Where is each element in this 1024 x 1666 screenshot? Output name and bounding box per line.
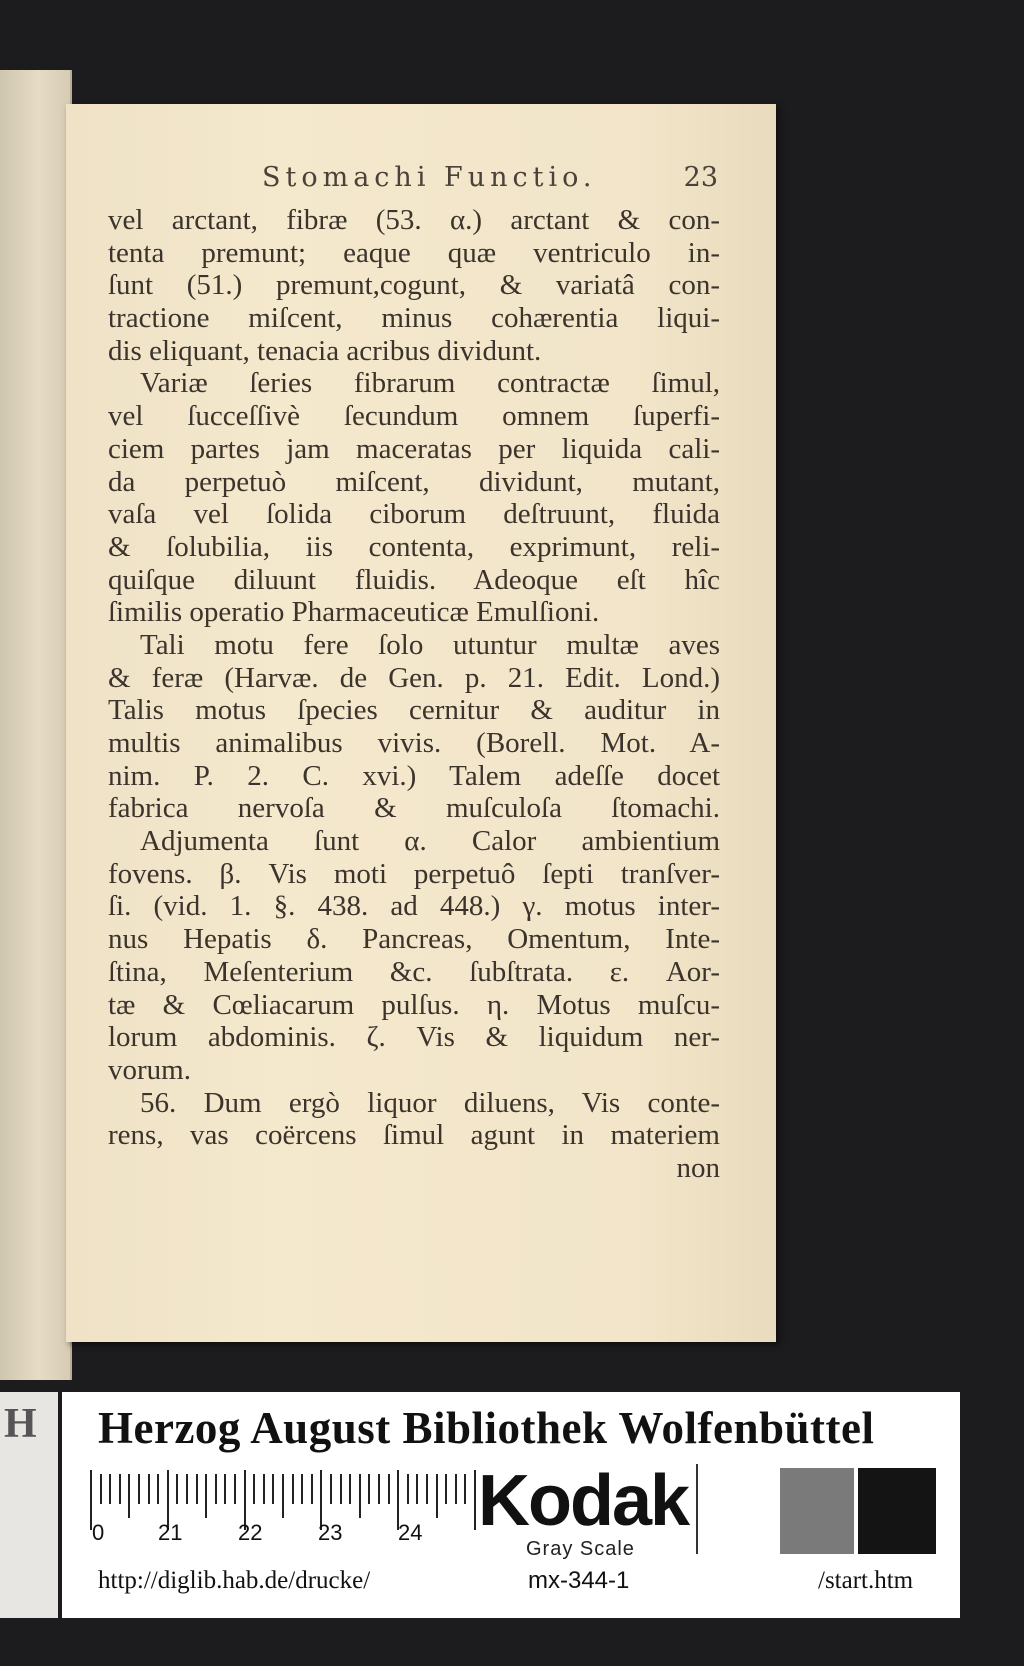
ruler-tick — [474, 1470, 476, 1530]
text-line: Adjumenta ſunt α. Calor ambientium — [140, 825, 720, 858]
text-line: vorum. — [108, 1053, 191, 1086]
start-path: /start.htm — [818, 1567, 914, 1594]
text-line: Talis motus ſpecies cernitur & auditur in — [108, 694, 720, 727]
ruler-tick — [407, 1474, 409, 1504]
ruler-label: 22 — [238, 1520, 263, 1545]
ruler-tick — [119, 1474, 121, 1504]
ruler-tick — [196, 1474, 198, 1504]
target-divider — [696, 1464, 698, 1554]
text-body — [108, 204, 720, 1185]
facing-page-edge — [0, 70, 72, 1380]
gray-scale-label: Gray Scale — [526, 1538, 635, 1560]
ruler-tick — [138, 1474, 140, 1504]
catchword: non — [676, 1151, 720, 1184]
text-line: dis eliquant, tenacia acribus dividunt. — [108, 334, 542, 367]
ruler-tick — [378, 1474, 380, 1504]
ruler-tick — [464, 1474, 466, 1504]
ruler-tick — [330, 1474, 332, 1504]
ruler-tick — [368, 1474, 370, 1504]
text-line: da perpetuò miſcent, dividunt, mutant, — [108, 465, 720, 498]
text-line: ſunt (51.) premunt,cogunt, & variatâ con- — [108, 269, 720, 302]
ruler-label: 0 — [92, 1520, 105, 1545]
ruler-tick — [224, 1474, 226, 1504]
text-line: fovens. β. Vis moti perpetuô ſepti tranſver- — [108, 857, 720, 890]
book-page — [66, 104, 776, 1342]
ruler-tick — [388, 1474, 390, 1504]
ruler-tick — [263, 1474, 265, 1504]
text-line: nim. P. 2. C. xvi.) Talem adeſſe docet — [108, 759, 720, 792]
page-number: 23 — [683, 162, 718, 193]
ruler-tick — [176, 1474, 178, 1504]
text-line: lorum abdominis. ζ. Vis & liquidum ner- — [108, 1021, 720, 1054]
kodak-logo: Kodak — [478, 1461, 689, 1541]
source-url: http://diglib.hab.de/drucke/ — [98, 1567, 371, 1594]
ruler-tick — [292, 1474, 294, 1504]
ruler-tick — [445, 1474, 447, 1504]
ruler-tick — [215, 1474, 217, 1504]
text-line: multis animalibus vivis. (Borell. Mot. A- — [108, 727, 720, 759]
ruler-tick — [416, 1474, 418, 1504]
ruler-label: 24 — [398, 1520, 423, 1545]
text-line: ſi. (vid. 1. §. 438. ad 448.) γ. motus inter- — [108, 890, 720, 923]
gray-swatch — [780, 1468, 854, 1554]
ruler-tick — [426, 1474, 428, 1504]
ruler-tick — [436, 1474, 438, 1518]
text-line: rens, vas coërcens ſimul agunt in materiem — [108, 1119, 720, 1152]
ruler-tick — [359, 1474, 361, 1518]
ruler-label: 23 — [318, 1520, 343, 1545]
text-line: Tali motu fere ſolo utuntur multæ aves — [140, 628, 720, 661]
ruler-tick — [100, 1474, 102, 1504]
text-line: nus Hepatis δ. Pancreas, Omentum, Inte- — [108, 923, 720, 956]
ruler-tick — [311, 1474, 313, 1504]
library-name: Herzog August Bibliothek Wolfenbüttel — [98, 1403, 875, 1453]
text-line: ſimilis operatio Pharmaceuticæ Emulſioni. — [108, 596, 600, 629]
text-line: ciem partes jam maceratas per liquida cali- — [108, 432, 720, 465]
ruler-tick — [282, 1474, 284, 1518]
text-line: tenta premunt; eaque quæ ventriculo in- — [108, 236, 720, 269]
target-strip-edge: H — [0, 1392, 58, 1618]
black-swatch — [858, 1468, 936, 1554]
color-target-card — [62, 1392, 960, 1618]
ruler-label: 21 — [158, 1520, 183, 1545]
ruler-tick — [349, 1474, 351, 1504]
ruler-tick — [205, 1474, 207, 1518]
ruler-tick — [455, 1474, 457, 1504]
ruler-tick — [148, 1474, 150, 1504]
text-line: & ſolubilia, iis contenta, exprimunt, reli- — [108, 530, 720, 563]
running-head-title: Stomachi Functio. — [262, 162, 597, 193]
text-line: & feræ (Harvæ. de Gen. p. 21. Edit. Lond.) — [108, 661, 720, 694]
ruler-tick — [272, 1474, 274, 1504]
ruler-tick — [128, 1474, 130, 1518]
text-line: vel arctant, fibræ (53. α.) arctant & con- — [108, 204, 720, 236]
ruler-scale — [90, 1464, 485, 1530]
text-line: tractione miſcent, minus cohærentia liqui- — [108, 302, 720, 335]
ruler-tick — [109, 1474, 111, 1504]
ruler-tick — [186, 1474, 188, 1504]
ruler-tick — [234, 1474, 236, 1504]
text-line: fabrica nervoſa & muſculoſa ſtomachi. — [108, 792, 720, 825]
text-line: quiſque diluunt fluidis. Adeoque eſt hîc — [108, 563, 720, 596]
text-line: Variæ ſeries fibrarum contractæ ſimul, — [140, 367, 720, 400]
running-head — [200, 162, 720, 202]
text-line: vel ſucceſſivè ſecundum omnem ſuperfi- — [108, 400, 720, 433]
text-line: ſtina, Meſenterium &c. ſubſtrata. ε. Aor- — [108, 955, 720, 988]
shelfmark: mx-344-1 — [528, 1567, 630, 1594]
ruler-tick — [301, 1474, 303, 1504]
ruler-tick — [157, 1474, 159, 1504]
text-line: tæ & Cœliacarum pulſus. η. Motus muſcu- — [108, 988, 720, 1021]
ruler-tick — [253, 1474, 255, 1504]
ruler-tick — [340, 1474, 342, 1504]
text-line: vaſa vel ſolida ciborum deſtruunt, fluida — [108, 498, 720, 531]
text-line: 56. Dum ergò liquor diluens, Vis conte- — [140, 1086, 720, 1119]
